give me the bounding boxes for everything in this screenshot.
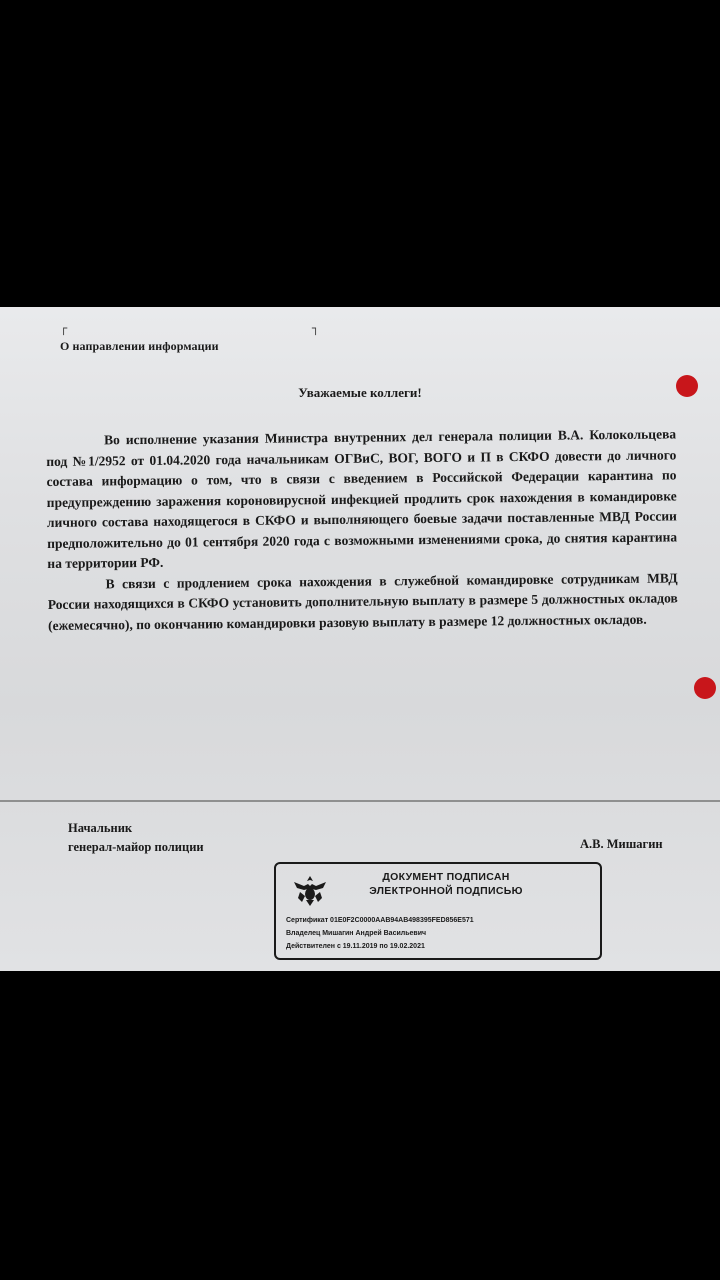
signatory-title <box>68 819 204 857</box>
salutation: Уважаемые коллеги! <box>298 385 422 400</box>
corner-mark-left: ┌ <box>60 321 68 335</box>
stamp-title-line: ДОКУМЕНТ ПОДПИСАН <box>382 871 510 883</box>
document-photo <box>0 307 720 971</box>
signatory-title-line: Начальник <box>68 821 133 835</box>
red-dot-marker <box>676 375 698 397</box>
stamp-owner: Владелец Мишагин Андрей Васильевич <box>286 930 427 937</box>
stamp-certificate: Сертификат 01E0F2C0000AAB94AB498395FED856E571 <box>286 917 474 924</box>
stamp-title-line: ЭЛЕКТРОННОЙ ПОДПИСЬЮ <box>369 885 523 897</box>
stamp-title <box>346 870 546 898</box>
corner-mark-right: ┐ <box>312 321 320 335</box>
document-body <box>46 424 678 636</box>
paragraph: В связи с продлением срока нахождения в служебной командировке сотрудникам МВД России находящихся в СКФО установить дополнительную выплату в размере 5 должностных окладов (ежемесячно), по окончанию командировки разовую выплату в размере 12 должностных окладов. <box>47 569 678 633</box>
red-dot-marker <box>694 677 716 699</box>
paragraph: Во исполнение указания Министра внутренних дел генерала полиции В.А. Колокольцева под №1/2952 от 01.04.2020 года начальникам ОГВиС, ВОГ, ВОГО и П в СКФО довести до личного состава информацию о том, что в связи с введением в Российской Федерации карантина по предупреждению заражения короновирусной инфекцией продлить срок нахождения в командировке личного состава находящегося в СКФО и выполняющего боевые задачи поставленные МВД России предположительно до 01 сентября 2020 года с возможными изменениями срока, до снятия карантина на территории РФ. <box>46 426 678 571</box>
divider-line <box>0 800 720 802</box>
signatory-rank-line: генерал-майор полиции <box>68 840 204 854</box>
stamp-validity: Действителен с 19.11.2019 по 19.02.2021 <box>286 943 425 950</box>
document-subject: О направлении информации <box>60 339 219 353</box>
eagle-emblem-icon <box>290 872 330 908</box>
electronic-signature-stamp <box>274 862 602 960</box>
signatory-name: А.В. Мишагин <box>580 837 663 851</box>
stamp-details <box>286 914 596 953</box>
